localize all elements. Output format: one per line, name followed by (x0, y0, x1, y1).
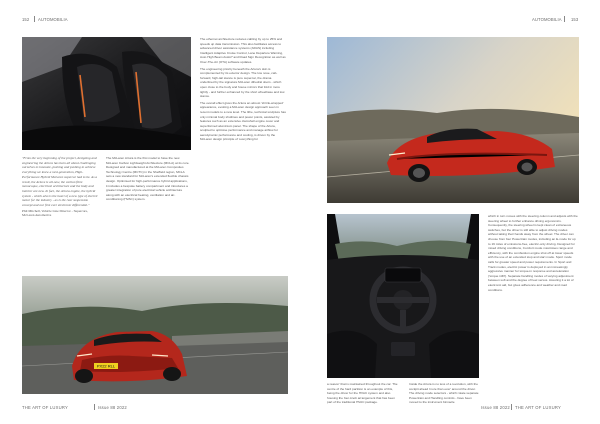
body-column-3 (327, 382, 399, 407)
body-column-2 (200, 37, 286, 144)
column-2-paragraph-3: The overall effect gives the Artura an almost 'shrink-wrapped' appearance, evoking a McLaren design approach seen in recent models to a new level. The lithe, technical sculpture has only minimal body shutlines and power points, assisted by features such as an extensive clamshell engine cover and superformed aluminium panel. The shape of the Artura, sculpted to optimise performance and manage airflow for aerodynamic performance and cooling, is driven by the McLaren design principle of 'everything for (200, 100, 286, 142)
header-divider-left (34, 16, 35, 22)
footer-left-issue: Issue 88 2022 (98, 405, 127, 410)
red-supercar-photo (327, 37, 579, 203)
left-page-number: 152 (22, 17, 30, 22)
number-plate-text: PX22 RLL (96, 363, 116, 369)
header-divider-right (564, 16, 565, 22)
column-2-paragraph-2: The engineering priority beneath the Artura's skin is complemented by its exterior design. The low nose, cab-forward, high-tail stance is pure supercar, the drama underlined by the signature McLaren dihedral doors - which open close to the body and house mirrors that fold in more tightly - and further enhanced by the short wheelbase and low stance. (200, 66, 285, 99)
body-column-1 (106, 156, 190, 204)
pull-quote-attribution: Phil Mitchell, Vehicle Line Director - Supercars, McLaren Automotive (22, 208, 88, 218)
body-column-3b (409, 382, 481, 407)
body-column-4 (488, 214, 578, 294)
column-3-paragraph-2: Inside the Artura is no less of a revolution, with the cockpit ahead 'more than ever' around the driver. The driving mode selectors - which rotate separate Powertrain and Handling controls - have been moved to the instrument binnacle (409, 382, 479, 405)
footer-left-title: THE ART OF LUXURY (22, 405, 68, 410)
dashboard-photo (327, 214, 479, 378)
footer-divider-right (511, 404, 512, 410)
car-interior-photo (22, 37, 191, 150)
footer-right-issue: Issue 88 2022 (481, 405, 510, 410)
pull-quote (22, 156, 98, 218)
front-view-photo (22, 276, 288, 394)
right-section-title: AUTOMOBILIA (532, 17, 562, 22)
right-page-number: 153 (571, 17, 579, 22)
footer-divider-left (94, 404, 95, 410)
column-4-paragraph: which in turn moves with the steering column and adjusts with the steering wheel to further enhance driving ergonomics. Consequently, the steering wheel is kept clean of extraneous switches, but the driver is still able to adjust driving modes without taking their hands away from the wheel. The driver can choose from four Powertrain modes, including an E-mode for up to 19 miles of emissions-free, electric-only driving. Designed for mixed driving conditions, Comfort mode maximises range and efficiency, with the combustion engine shut off at lower speeds with the use of an extended stop and start mode. Sport mode calls for greater speed and power requirements. In Sport and Track modes, electric power is deployed in an increasingly aggressive manner for torque-in response and acceleration ('torque infill'). Separate handling modes of varying adjustment between soft and the degree of heel versus. Assuring it a lot of electronic aid, but gives adherence and weather and road conditions. (488, 214, 578, 292)
pull-quote-text: "From the very beginning of the project, designing and engineering the Artura has been all about challenging ourselves to innovate, pushing and pushing to achieve everything we knew a next-generation, High-Performance Hybrid McLaren supercar had to be. As a result, the Artura is all-new, the carbon fibre monocoque, electrical architecture and the body and interior are new. In fact, the Artura engine, the hybrid system - which also is the heart of a new type of electric motor for the industry - as is the rear suspension concept and our first ever electronic differential." (22, 156, 98, 208)
column-3-paragraph-1: a reason' that is maintained throughout the car. The centre of the hard partition is an example of this, being the driver for the HVAC system and also housing the four-knob arrangement that has been part of the traditional HVAC package. (327, 382, 398, 405)
column-1-paragraph: The McLaren Artura is the first model to have the new McLaren Carbon Lightweight Architecture (MCLA) at its core. Designed and manufactured at the McLaren Composites Technology Centre (MCTC) in the Sheffield region, MCLA sets a new standard for McLaren's extended flexible chassis design. Optimised for high-performance hybrid applications, it includes a bespoke battery compartment and introduces a greater integration of pure electrical vehicle architecture along with an electrical heating, ventilation and air-conditioning (HVAC) system. (106, 156, 190, 202)
column-2-paragraph-1: The ethernet architecture reduces cabling by up to 25% and speeds up data transmission. This also facilitates access to advanced driver assistance systems (ADAS) including Intelligent Adaptive Cruise Control, Lane Departure Warning, Auto High Beam Assist* and Road Sign Recognition as well as Over-The-Air (OTA) software updates. (200, 37, 286, 64)
left-section-title: AUTOMOBILIA (38, 17, 68, 22)
footer-right-title: THE ART OF LUXURY (515, 405, 561, 410)
